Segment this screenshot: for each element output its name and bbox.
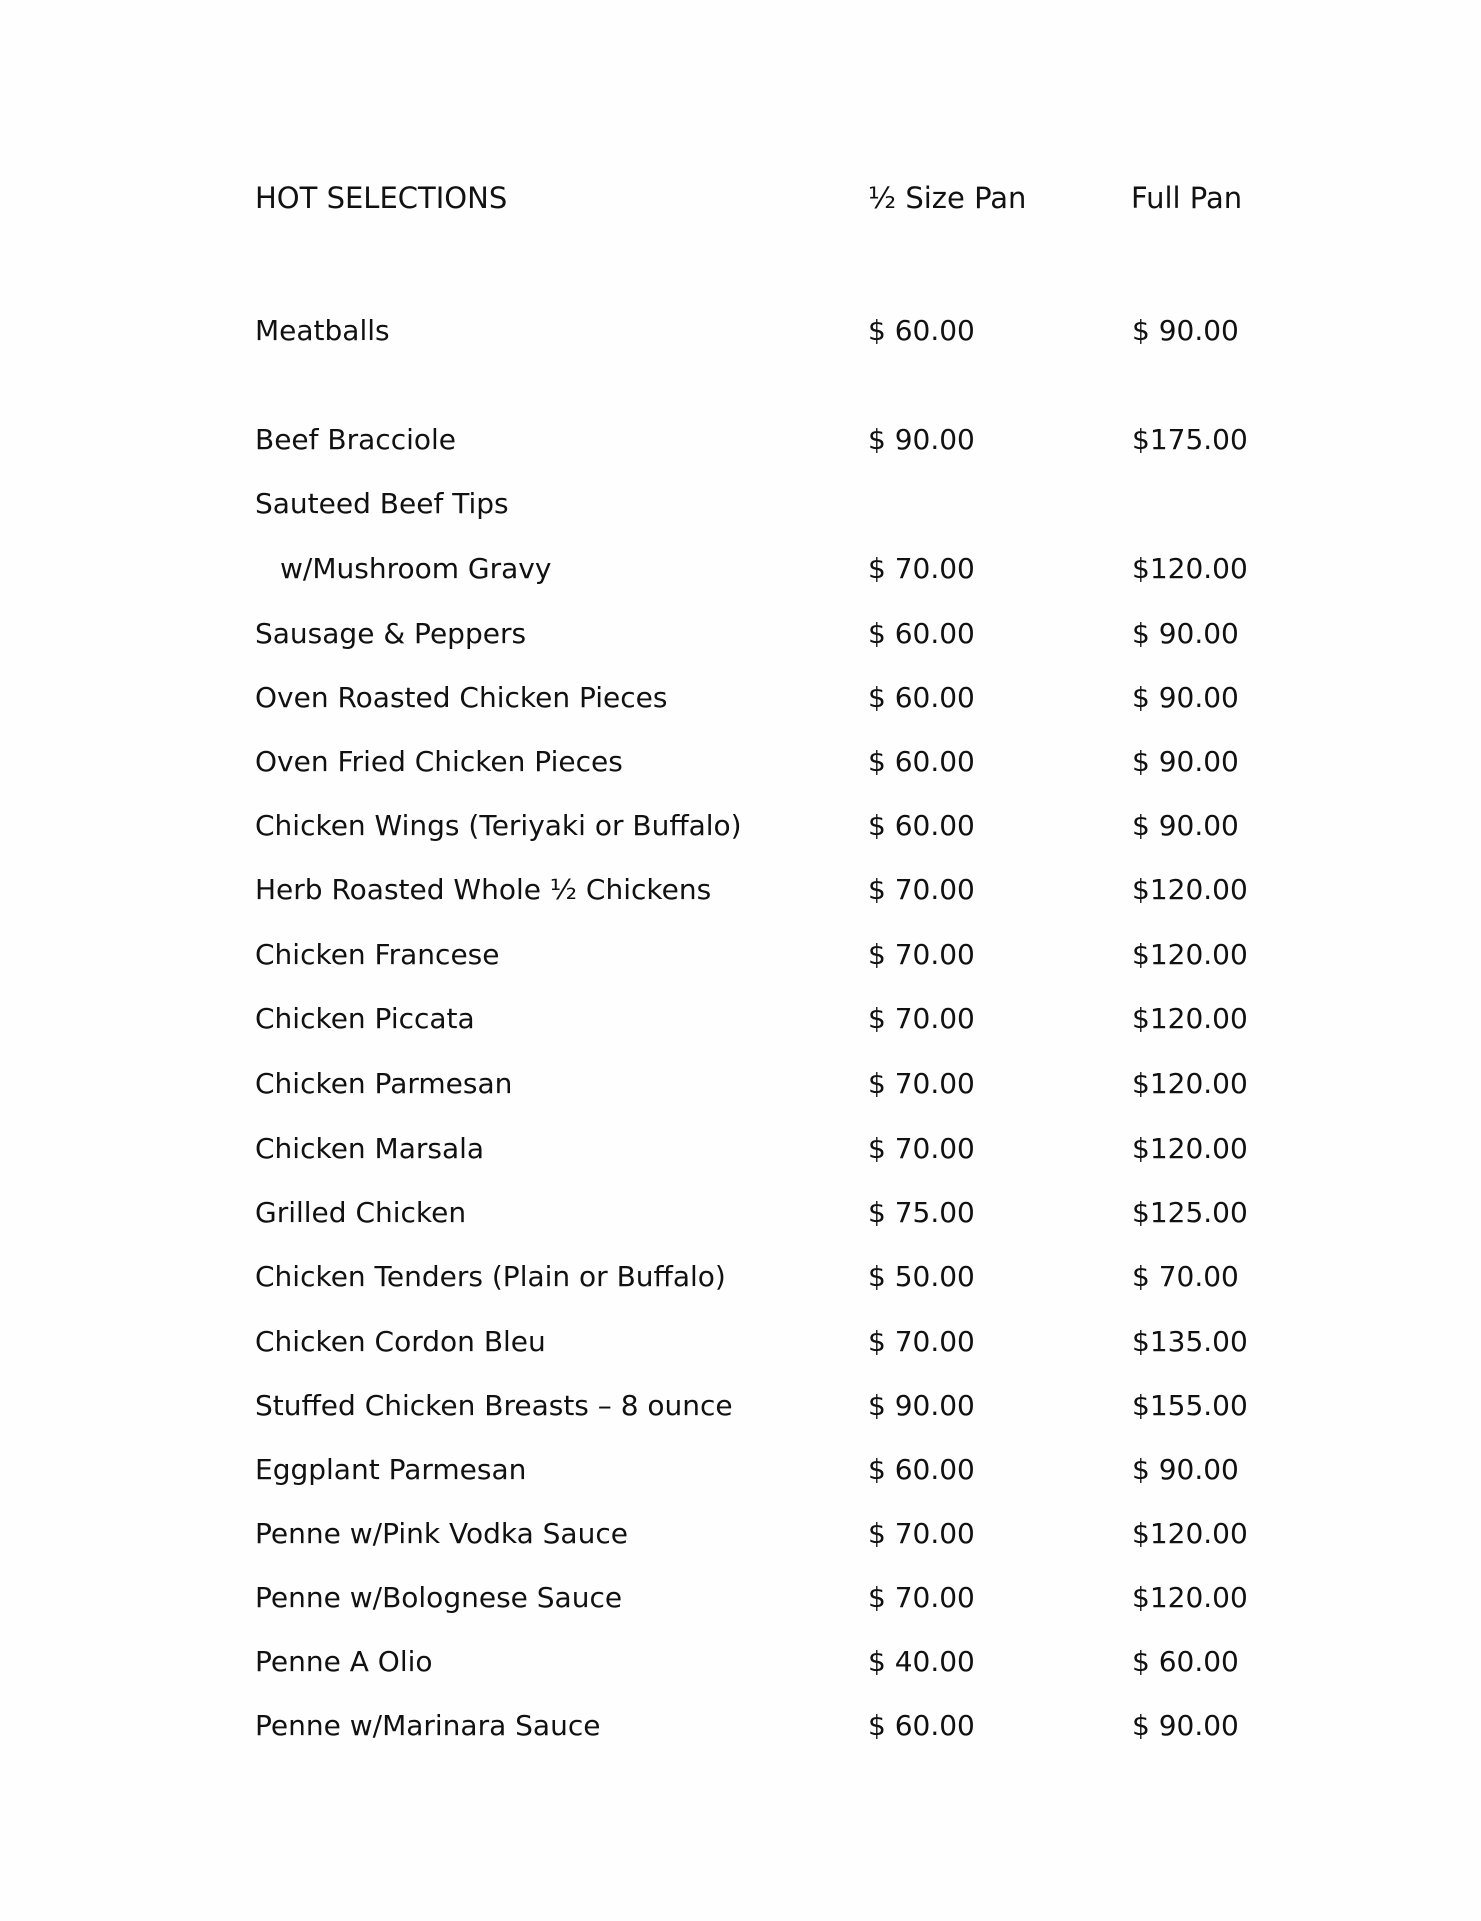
item-name: Chicken Wings (Teriyaki or Buffalo) (255, 809, 742, 842)
item-half-price: $ 75.00 (868, 1196, 975, 1229)
item-full-price: $ 90.00 (1132, 745, 1239, 778)
menu-row (0, 806, 1481, 846)
item-full-price: $ 90.00 (1132, 617, 1239, 650)
item-half-price: $ 70.00 (868, 1002, 975, 1035)
item-name: Eggplant Parmesan (255, 1453, 527, 1486)
half-pan-column-header: ½ Size Pan (868, 181, 1027, 215)
item-full-price: $ 90.00 (1132, 809, 1239, 842)
menu-row (0, 311, 1481, 351)
menu-row (0, 549, 1481, 589)
menu-row (0, 1706, 1481, 1746)
item-half-price: $ 70.00 (868, 1132, 975, 1165)
item-half-price: $ 60.00 (868, 745, 975, 778)
item-half-price: $ 70.00 (868, 873, 975, 906)
item-name: Chicken Marsala (255, 1132, 485, 1165)
item-name: Penne w/Bolognese Sauce (255, 1581, 623, 1614)
item-name: Stuffed Chicken Breasts – 8 ounce (255, 1389, 733, 1422)
menu-row (0, 742, 1481, 782)
item-full-price: $120.00 (1132, 1132, 1248, 1165)
item-name: Chicken Francese (255, 938, 500, 971)
item-name: Oven Roasted Chicken Pieces (255, 681, 668, 714)
menu-row (0, 1129, 1481, 1169)
menu-row (0, 1322, 1481, 1362)
item-full-price: $135.00 (1132, 1325, 1248, 1358)
item-full-price: $120.00 (1132, 552, 1248, 585)
section-title: HOT SELECTIONS (255, 181, 508, 215)
item-name: Herb Roasted Whole ½ Chickens (255, 873, 712, 906)
item-full-price: $ 90.00 (1132, 1709, 1239, 1742)
menu-row (0, 1064, 1481, 1104)
item-name: Sausage & Peppers (255, 617, 527, 650)
menu-row (0, 1450, 1481, 1490)
item-name: Grilled Chicken (255, 1196, 467, 1229)
item-half-price: $ 70.00 (868, 552, 975, 585)
full-pan-column-header: Full Pan (1131, 181, 1243, 215)
menu-row (0, 935, 1481, 975)
item-half-price: $ 60.00 (868, 681, 975, 714)
item-half-price: $ 90.00 (868, 423, 975, 456)
menu-row (0, 484, 1481, 524)
item-half-price: $ 60.00 (868, 1709, 975, 1742)
item-half-price: $ 70.00 (868, 1517, 975, 1550)
item-half-price: $ 60.00 (868, 809, 975, 842)
item-half-price: $ 60.00 (868, 617, 975, 650)
item-name: Meatballs (255, 314, 390, 347)
menu-row (0, 1642, 1481, 1682)
menu-row (0, 1257, 1481, 1297)
menu-row (0, 678, 1481, 718)
item-full-price: $ 60.00 (1132, 1645, 1239, 1678)
item-half-price: $ 40.00 (868, 1645, 975, 1678)
item-full-price: $175.00 (1132, 423, 1248, 456)
menu-row (0, 1386, 1481, 1426)
item-name: Beef Bracciole (255, 423, 457, 456)
item-full-price: $ 90.00 (1132, 1453, 1239, 1486)
item-half-price: $ 70.00 (868, 1325, 975, 1358)
item-full-price: $120.00 (1132, 1517, 1248, 1550)
item-name: Oven Fried Chicken Pieces (255, 745, 623, 778)
item-name: Chicken Tenders (Plain or Buffalo) (255, 1260, 726, 1293)
item-full-price: $ 70.00 (1132, 1260, 1239, 1293)
item-half-price: $ 60.00 (868, 1453, 975, 1486)
menu-row (0, 1578, 1481, 1618)
item-half-price: $ 70.00 (868, 1067, 975, 1100)
item-full-price: $ 90.00 (1132, 314, 1239, 347)
item-name: Sauteed Beef Tips (255, 487, 509, 520)
item-half-price: $ 70.00 (868, 1581, 975, 1614)
item-full-price: $ 90.00 (1132, 681, 1239, 714)
menu-row (0, 1193, 1481, 1233)
menu-row (0, 614, 1481, 654)
menu-row (0, 420, 1481, 460)
menu-row (0, 999, 1481, 1039)
menu-row (0, 870, 1481, 910)
item-half-price: $ 60.00 (868, 314, 975, 347)
item-name: Chicken Parmesan (255, 1067, 513, 1100)
item-name: Chicken Piccata (255, 1002, 475, 1035)
item-name: Penne w/Pink Vodka Sauce (255, 1517, 628, 1550)
item-name: Penne A Olio (255, 1645, 433, 1678)
item-full-price: $120.00 (1132, 1067, 1248, 1100)
item-half-price: $ 50.00 (868, 1260, 975, 1293)
menu-row (0, 1514, 1481, 1554)
item-name: w/Mushroom Gravy (280, 552, 552, 585)
item-full-price: $155.00 (1132, 1389, 1248, 1422)
item-full-price: $125.00 (1132, 1196, 1248, 1229)
item-half-price: $ 70.00 (868, 938, 975, 971)
item-full-price: $120.00 (1132, 1002, 1248, 1035)
menu-header (0, 178, 1481, 218)
item-name: Chicken Cordon Bleu (255, 1325, 546, 1358)
item-name: Penne w/Marinara Sauce (255, 1709, 601, 1742)
item-full-price: $120.00 (1132, 1581, 1248, 1614)
item-full-price: $120.00 (1132, 873, 1248, 906)
item-full-price: $120.00 (1132, 938, 1248, 971)
item-half-price: $ 90.00 (868, 1389, 975, 1422)
